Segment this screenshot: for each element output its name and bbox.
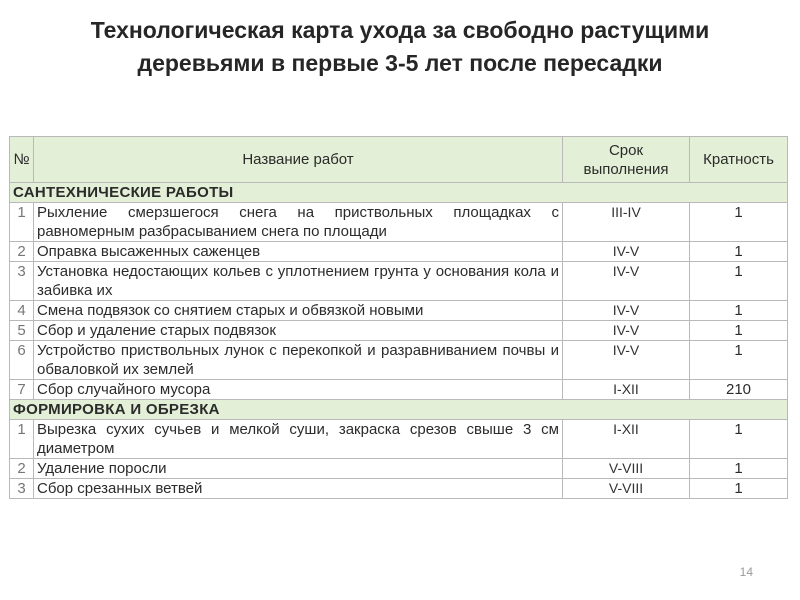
header-term-line-2: выполнения	[583, 160, 669, 178]
work-term: IV-V	[563, 321, 690, 341]
header-term-line-1: Срок	[608, 141, 644, 159]
work-multiplicity: 1	[690, 459, 788, 479]
row-number: 3	[10, 479, 34, 499]
row-number: 7	[10, 380, 34, 400]
work-table	[9, 136, 788, 499]
work-multiplicity: 1	[690, 262, 788, 301]
work-multiplicity: 1	[690, 479, 788, 499]
work-term: I-XII	[563, 420, 690, 459]
work-term: I-XII	[563, 380, 690, 400]
section-row	[10, 400, 788, 420]
work-term: V-VIII	[563, 459, 690, 479]
work-multiplicity: 210	[690, 380, 788, 400]
work-multiplicity: 1	[690, 301, 788, 321]
table-row	[10, 341, 788, 380]
work-name: Сбор и удаление старых подвязок	[34, 321, 563, 341]
work-multiplicity: 1	[690, 203, 788, 242]
table-row	[10, 203, 788, 242]
work-multiplicity: 1	[690, 420, 788, 459]
work-name: Удаление поросли	[34, 459, 563, 479]
table-row	[10, 420, 788, 459]
work-term: V-VIII	[563, 479, 690, 499]
table-row	[10, 380, 788, 400]
work-term: IV-V	[563, 262, 690, 301]
section-row	[10, 183, 788, 203]
work-name: Рыхление смерзшегося снега на приствольных площадках с равномерным разбрасыванием снега по площади	[34, 203, 563, 242]
work-term: III-IV	[563, 203, 690, 242]
work-multiplicity: 1	[690, 242, 788, 262]
work-term: IV-V	[563, 301, 690, 321]
section-title: САНТЕХНИЧЕСКИЕ РАБОТЫ	[10, 183, 788, 203]
header-mult: Кратность	[690, 137, 788, 183]
table-row	[10, 242, 788, 262]
table-row	[10, 262, 788, 301]
table-row	[10, 301, 788, 321]
table-body	[10, 183, 788, 499]
section-title: ФОРМИРОВКА И ОБРЕЗКА	[10, 400, 788, 420]
work-multiplicity: 1	[690, 321, 788, 341]
work-name: Оправка высаженных саженцев	[34, 242, 563, 262]
table-row	[10, 459, 788, 479]
work-multiplicity: 1	[690, 341, 788, 380]
title-line-1: Технологическая карта ухода за свободно растущими	[90, 17, 710, 43]
table-header-row	[10, 137, 788, 183]
work-term: IV-V	[563, 242, 690, 262]
work-term: IV-V	[563, 341, 690, 380]
work-name: Устройство приствольных лунок с перекопкой и разравниванием почвы и обваловкой их землей	[34, 341, 563, 380]
work-name: Смена подвязок со снятием старых и обвязкой новыми	[34, 301, 563, 321]
row-number: 4	[10, 301, 34, 321]
row-number: 3	[10, 262, 34, 301]
row-number: 6	[10, 341, 34, 380]
work-name: Сбор случайного мусора	[34, 380, 563, 400]
work-name: Сбор срезанных ветвей	[34, 479, 563, 499]
header-term	[563, 137, 690, 183]
title-line-2: деревьями в первые 3-5 лет после пересадки	[137, 50, 663, 76]
header-num: №	[10, 137, 34, 183]
work-name: Вырезка сухих сучьев и мелкой суши, закраска срезов свыше 3 см диаметром	[34, 420, 563, 459]
row-number: 2	[10, 459, 34, 479]
table-row	[10, 479, 788, 499]
page-title	[20, 14, 780, 80]
table-row	[10, 321, 788, 341]
work-name: Установка недостающих кольев с уплотнением грунта у основания кола и забивка их	[34, 262, 563, 301]
row-number: 1	[10, 420, 34, 459]
page-number: 14	[739, 565, 753, 579]
row-number: 1	[10, 203, 34, 242]
row-number: 2	[10, 242, 34, 262]
header-name: Название работ	[34, 137, 563, 183]
row-number: 5	[10, 321, 34, 341]
